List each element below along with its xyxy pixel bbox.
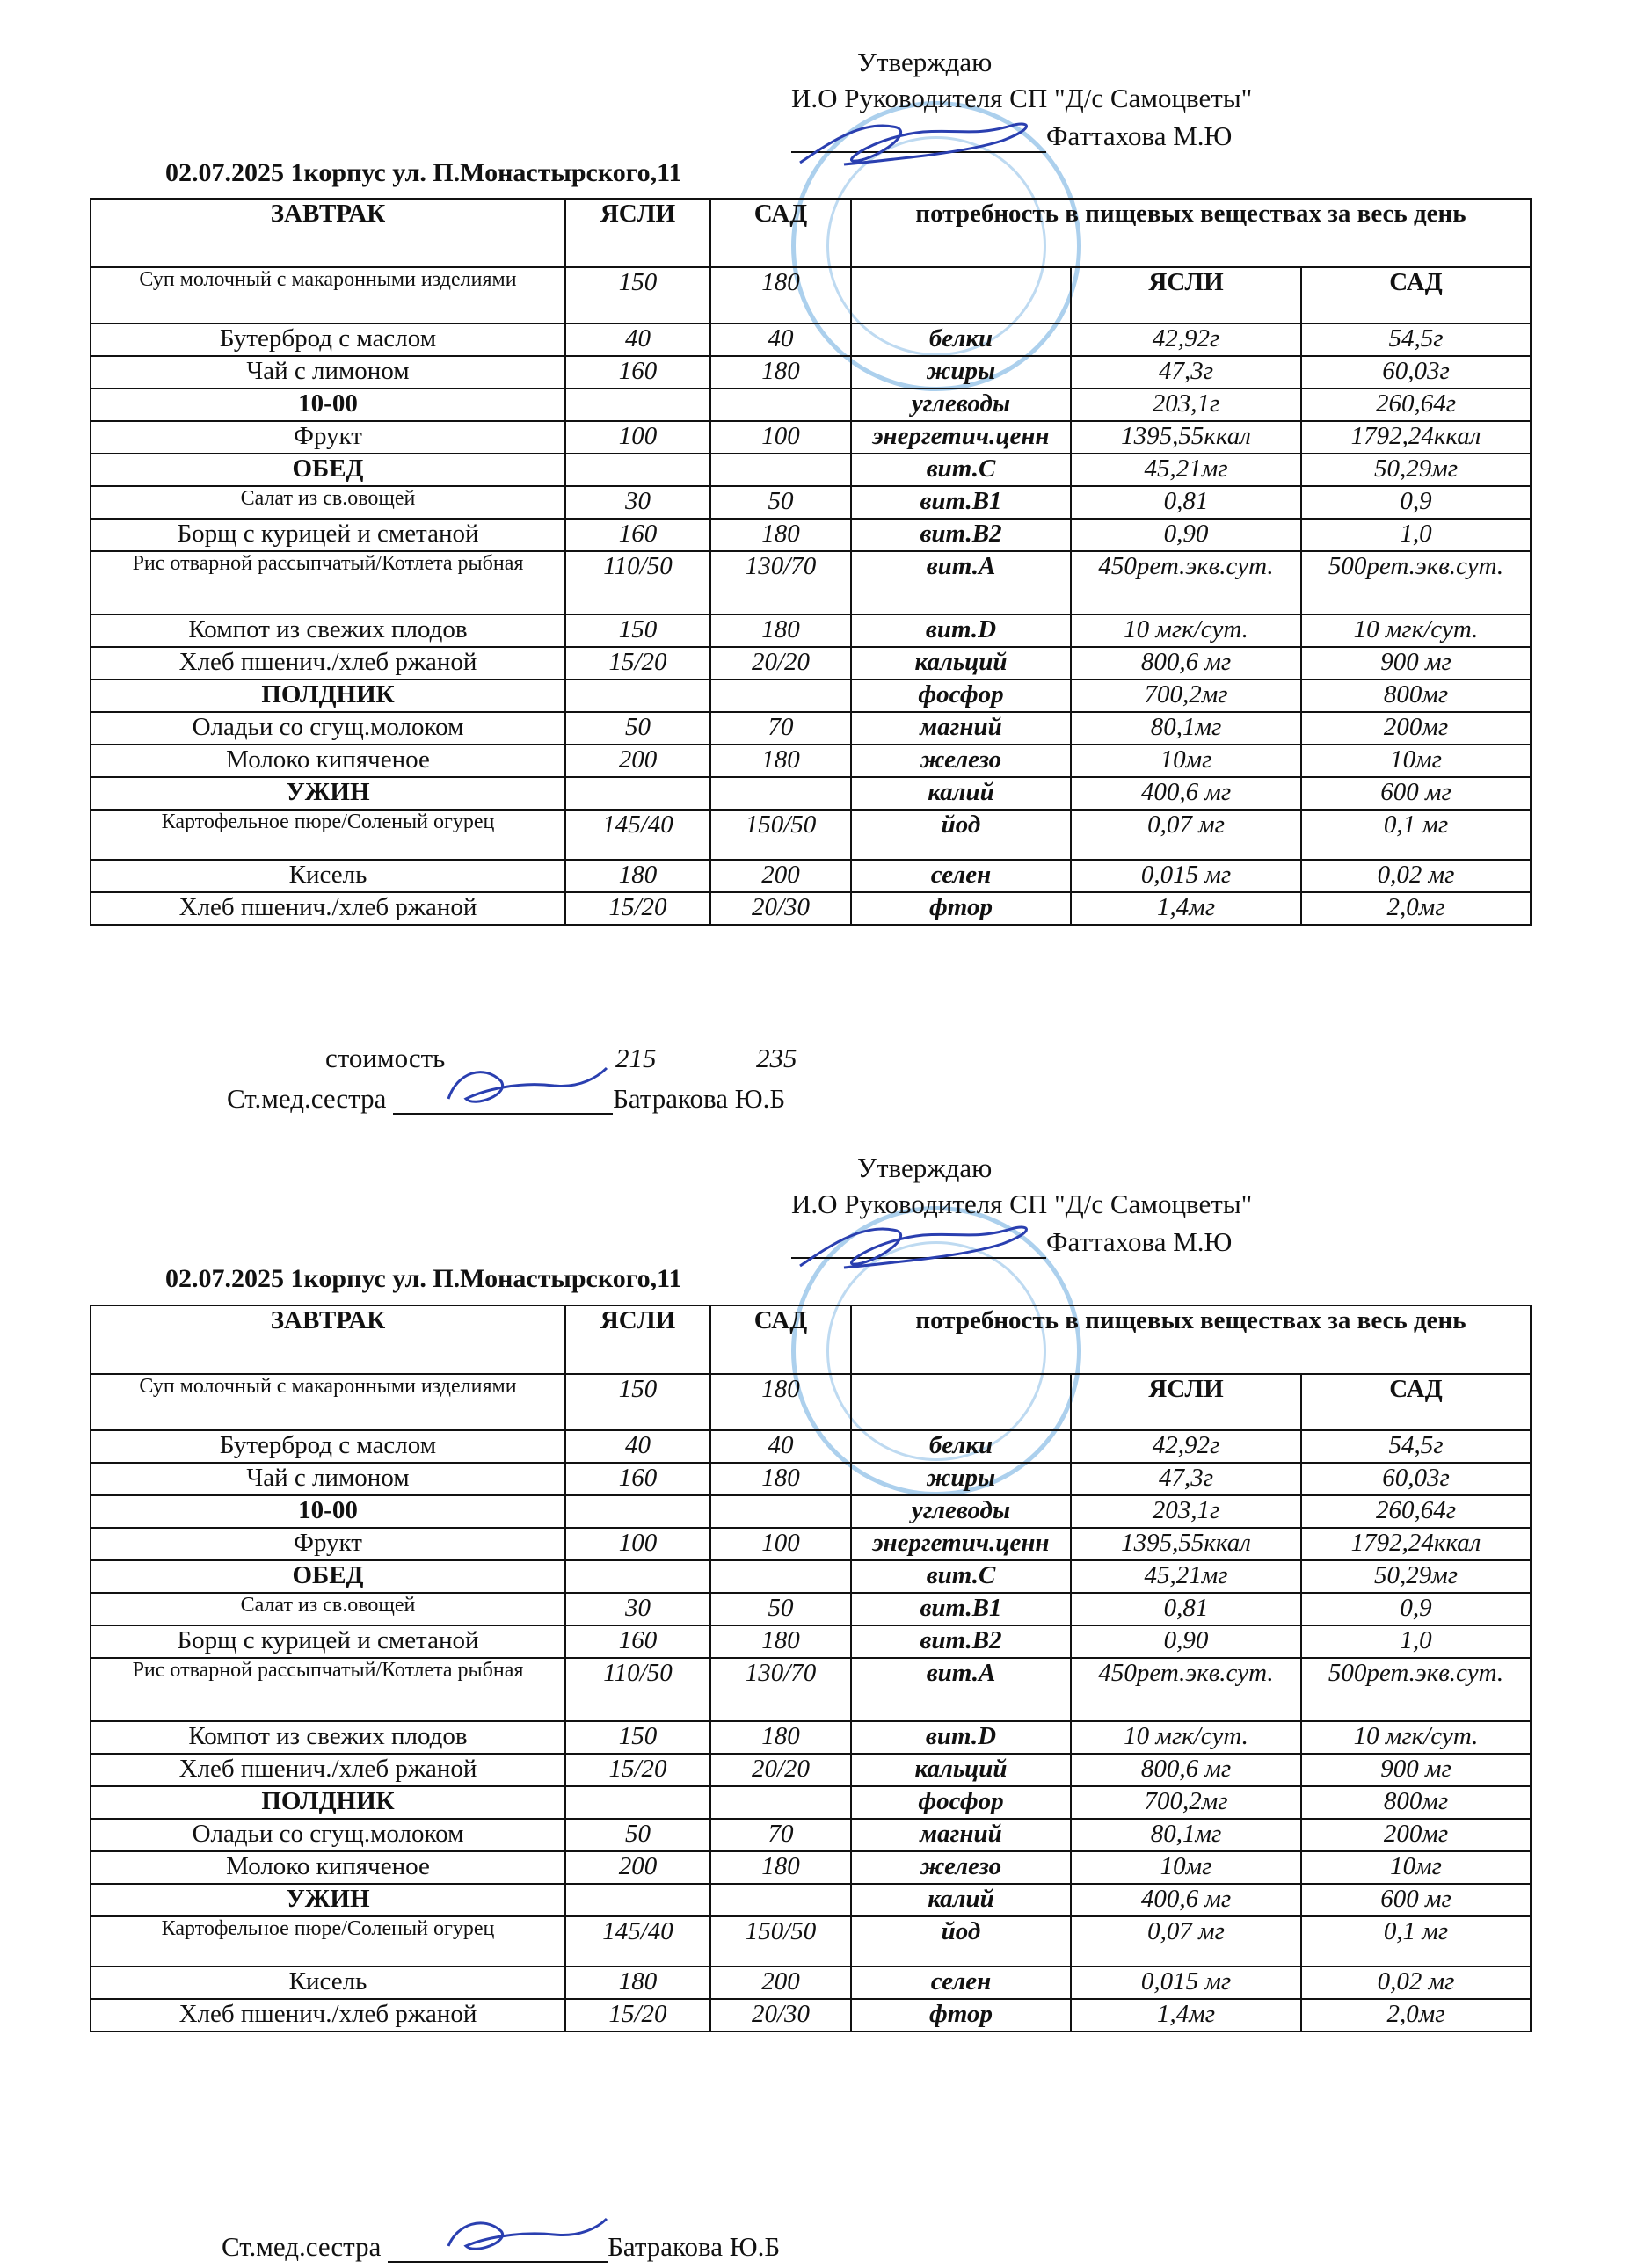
- nutrient-nursery: 0,015 мг: [1071, 1966, 1301, 1999]
- nutrient-name: йод: [851, 810, 1071, 860]
- portion-nursery: 180: [565, 860, 710, 892]
- nutrient-name: кальций: [851, 1754, 1071, 1786]
- table-row: [91, 745, 1531, 777]
- table-row: [91, 1786, 1531, 1819]
- nutrient-garden: 800мг: [1301, 1786, 1531, 1819]
- nutrient-garden: 10мг: [1301, 1851, 1531, 1884]
- nutrient-garden: 60,03г: [1301, 356, 1531, 389]
- table-row: [91, 1495, 1531, 1528]
- nutrient-garden: 10 мгк/сут.: [1301, 614, 1531, 647]
- portion-nursery: 30: [565, 486, 710, 519]
- portion-nursery: 160: [565, 356, 710, 389]
- nutrient-nursery: 800,6 мг: [1071, 1754, 1301, 1786]
- portion-garden: 180: [710, 1625, 851, 1658]
- nutrient-name: вит.С: [851, 454, 1071, 486]
- needs-garden-header: САД: [1301, 1374, 1531, 1430]
- portion-nursery: 30: [565, 1593, 710, 1625]
- portion-nursery: [565, 389, 710, 421]
- cost-nursery: 215: [615, 1043, 657, 1073]
- table-row: [91, 712, 1531, 745]
- nutrient-name: углеводы: [851, 1495, 1071, 1528]
- portion-nursery: 160: [565, 1463, 710, 1495]
- portion-nursery: 110/50: [565, 551, 710, 614]
- portion-nursery: 200: [565, 1851, 710, 1884]
- menu-table: [90, 198, 1532, 926]
- dish-name: Хлеб пшенич./хлеб ржаной: [91, 1754, 565, 1786]
- portion-garden: 40: [710, 323, 851, 356]
- header-garden: САД: [710, 199, 851, 267]
- table-row: [91, 614, 1531, 647]
- nurse-label: Ст.мед.сестра: [222, 2231, 382, 2262]
- nutrient-nursery: 203,1г: [1071, 389, 1301, 421]
- dish-name: 10-00: [91, 1495, 565, 1528]
- nurse-label: Ст.мед.сестра: [227, 1083, 387, 1114]
- nutrient-name: железо: [851, 1851, 1071, 1884]
- nutrient-name: кальций: [851, 647, 1071, 680]
- dish-name: 10-00: [91, 389, 565, 421]
- menu-table-body: [91, 199, 1531, 925]
- portion-garden: 20/20: [710, 647, 851, 680]
- portion-garden: [710, 389, 851, 421]
- nutrient-nursery: 0,07 мг: [1071, 810, 1301, 860]
- nutrient-name: жиры: [851, 1463, 1071, 1495]
- header-meal: ЗАВТРАК: [91, 1305, 565, 1374]
- nutrient-name: вит.В2: [851, 519, 1071, 551]
- header-nursery: ЯСЛИ: [565, 199, 710, 267]
- table-row: [91, 1851, 1531, 1884]
- dish-name: Хлеб пшенич./хлеб ржаной: [91, 1999, 565, 2032]
- portion-nursery: 200: [565, 745, 710, 777]
- header-meal: ЗАВТРАК: [91, 199, 565, 267]
- nutrient-name: жиры: [851, 356, 1071, 389]
- table-row: [91, 519, 1531, 551]
- needs-garden-header: САД: [1301, 267, 1531, 323]
- nutrient-blank: [851, 267, 1071, 323]
- nutrient-garden: 0,9: [1301, 486, 1531, 519]
- nutrient-nursery: 45,21мг: [1071, 1560, 1301, 1593]
- nutrient-name: энергетич.ценн: [851, 421, 1071, 454]
- table-row: [91, 486, 1531, 519]
- portion-nursery: [565, 1884, 710, 1916]
- portion-garden: [710, 1495, 851, 1528]
- approve-label: Утверждаю: [857, 47, 993, 77]
- nutrient-name: вит.D: [851, 614, 1071, 647]
- nutrient-garden: 50,29мг: [1301, 454, 1531, 486]
- dish-name: Суп молочный с макаронными изделиями: [91, 267, 565, 323]
- nutrient-nursery: 47,3г: [1071, 1463, 1301, 1495]
- portion-nursery: 150: [565, 1721, 710, 1754]
- approver-name: Фаттахова М.Ю: [1046, 120, 1233, 151]
- nutrient-name: йод: [851, 1916, 1071, 1966]
- nutrient-name: фтор: [851, 1999, 1071, 2032]
- nutrient-name: белки: [851, 1430, 1071, 1463]
- dish-name: Борщ с курицей и сметаной: [91, 519, 565, 551]
- nutrient-nursery: 450рет.экв.сут.: [1071, 551, 1301, 614]
- nutrient-nursery: 0,015 мг: [1071, 860, 1301, 892]
- header-garden: САД: [710, 1305, 851, 1374]
- portion-garden: 100: [710, 1528, 851, 1560]
- nutrient-garden: 54,5г: [1301, 323, 1531, 356]
- table-row: [91, 810, 1531, 860]
- portion-nursery: 100: [565, 421, 710, 454]
- portion-garden: 50: [710, 486, 851, 519]
- table-row: [91, 680, 1531, 712]
- portion-garden: 130/70: [710, 1658, 851, 1721]
- nutrient-blank: [851, 1374, 1071, 1430]
- portion-nursery: 160: [565, 1625, 710, 1658]
- nutrient-garden: 600 мг: [1301, 1884, 1531, 1916]
- nutrient-name: белки: [851, 323, 1071, 356]
- header-row: [91, 1305, 1531, 1374]
- table-row: [91, 860, 1531, 892]
- dish-name: Оладьи со сгущ.молоком: [91, 712, 565, 745]
- portion-garden: [710, 1884, 851, 1916]
- needs-nursery-header: ЯСЛИ: [1071, 1374, 1301, 1430]
- dish-name: Хлеб пшенич./хлеб ржаной: [91, 892, 565, 925]
- nurse-name: Батракова Ю.Б: [608, 2231, 781, 2262]
- table-row: [91, 1999, 1531, 2032]
- dish-name: Компот из свежих плодов: [91, 1721, 565, 1754]
- menu-table: [90, 1305, 1532, 2032]
- portion-garden: 130/70: [710, 551, 851, 614]
- dish-name: Чай с лимоном: [91, 1463, 565, 1495]
- dish-name: Рис отварной рассыпчатый/Котлета рыбная: [91, 551, 565, 614]
- nutrient-garden: 1,0: [1301, 1625, 1531, 1658]
- dish-name: УЖИН: [91, 777, 565, 810]
- portion-nursery: [565, 1495, 710, 1528]
- approve-position: И.О Руководителя СП "Д/с Самоцветы": [791, 1189, 1253, 1219]
- table-row: [91, 892, 1531, 925]
- nutrient-garden: 800мг: [1301, 680, 1531, 712]
- document-title: 02.07.2025 1корпус ул. П.Монастырского,11: [165, 158, 682, 187]
- dish-name: Хлеб пшенич./хлеб ржаной: [91, 647, 565, 680]
- table-row: [91, 1884, 1531, 1916]
- portion-garden: [710, 777, 851, 810]
- portion-garden: [710, 680, 851, 712]
- portion-nursery: 145/40: [565, 810, 710, 860]
- portion-garden: 40: [710, 1430, 851, 1463]
- nutrient-nursery: 10 мгк/сут.: [1071, 1721, 1301, 1754]
- portion-nursery: 160: [565, 519, 710, 551]
- dish-name: Салат из св.овощей: [91, 1593, 565, 1625]
- table-row: [91, 421, 1531, 454]
- nutrient-garden: 10 мгк/сут.: [1301, 1721, 1531, 1754]
- portion-nursery: 150: [565, 1374, 710, 1430]
- header-needs: потребность в пищевых веществах за весь день: [851, 1305, 1531, 1374]
- table-row: [91, 1819, 1531, 1851]
- portion-garden: 150/50: [710, 1916, 851, 1966]
- nutrient-nursery: 400,6 мг: [1071, 777, 1301, 810]
- portion-garden: [710, 1786, 851, 1819]
- table-row: [91, 1916, 1531, 1966]
- nutrient-nursery: 10мг: [1071, 745, 1301, 777]
- dish-name: Молоко кипяченое: [91, 1851, 565, 1884]
- nutrient-nursery: 1,4мг: [1071, 1999, 1301, 2032]
- dish-name: Бутерброд с маслом: [91, 1430, 565, 1463]
- cost-label: стоимость: [325, 1043, 446, 1073]
- approve-position: И.О Руководителя СП "Д/с Самоцветы": [791, 83, 1253, 113]
- dish-name: Картофельное пюре/Соленый огурец: [91, 810, 565, 860]
- document-title: 02.07.2025 1корпус ул. П.Монастырского,11: [165, 1264, 682, 1293]
- portion-garden: 20/30: [710, 1999, 851, 2032]
- nurse-signature: [431, 2206, 624, 2268]
- nutrient-nursery: 47,3г: [1071, 356, 1301, 389]
- nutrient-name: фтор: [851, 892, 1071, 925]
- nutrient-nursery: 1395,55ккал: [1071, 1528, 1301, 1560]
- nutrient-nursery: 80,1мг: [1071, 1819, 1301, 1851]
- header-row: [91, 199, 1531, 267]
- portion-nursery: 110/50: [565, 1658, 710, 1721]
- nutrient-garden: 2,0мг: [1301, 1999, 1531, 2032]
- nutrient-name: магний: [851, 712, 1071, 745]
- portion-nursery: 15/20: [565, 647, 710, 680]
- nutrient-nursery: 1395,55ккал: [1071, 421, 1301, 454]
- table-row: [91, 323, 1531, 356]
- nutrient-name: вит.С: [851, 1560, 1071, 1593]
- portion-nursery: 15/20: [565, 892, 710, 925]
- nutrient-name: вит.В2: [851, 1625, 1071, 1658]
- portion-nursery: 150: [565, 267, 710, 323]
- portion-garden: 180: [710, 356, 851, 389]
- portion-nursery: 150: [565, 614, 710, 647]
- portion-nursery: [565, 454, 710, 486]
- table-row: [91, 1754, 1531, 1786]
- nutrient-nursery: 42,92г: [1071, 1430, 1301, 1463]
- portion-nursery: 15/20: [565, 1754, 710, 1786]
- nutrient-nursery: 400,6 мг: [1071, 1884, 1301, 1916]
- nutrient-nursery: 800,6 мг: [1071, 647, 1301, 680]
- table-row: [91, 1966, 1531, 1999]
- portion-nursery: 145/40: [565, 1916, 710, 1966]
- portion-garden: 180: [710, 519, 851, 551]
- cost-row: [325, 1043, 445, 1074]
- portion-garden: 200: [710, 860, 851, 892]
- portion-garden: 20/30: [710, 892, 851, 925]
- nutrient-name: калий: [851, 1884, 1071, 1916]
- portion-nursery: 40: [565, 1430, 710, 1463]
- nutrient-name: магний: [851, 1819, 1071, 1851]
- nutrient-nursery: 0,81: [1071, 1593, 1301, 1625]
- portion-garden: 50: [710, 1593, 851, 1625]
- nutrient-garden: 260,64г: [1301, 1495, 1531, 1528]
- nutrient-name: вит.D: [851, 1721, 1071, 1754]
- portion-garden: 180: [710, 745, 851, 777]
- portion-garden: 70: [710, 1819, 851, 1851]
- dish-name: ОБЕД: [91, 1560, 565, 1593]
- nutrient-nursery: 0,07 мг: [1071, 1916, 1301, 1966]
- nutrient-garden: 0,02 мг: [1301, 1966, 1531, 1999]
- nutrient-garden: 0,9: [1301, 1593, 1531, 1625]
- nutrient-nursery: 10 мгк/сут.: [1071, 614, 1301, 647]
- header-nursery: ЯСЛИ: [565, 1305, 710, 1374]
- nutrient-garden: 1792,24ккал: [1301, 421, 1531, 454]
- portion-garden: 200: [710, 1966, 851, 1999]
- nutrient-nursery: 10мг: [1071, 1851, 1301, 1884]
- nutrient-garden: 500рет.экв.сут.: [1301, 1658, 1531, 1721]
- dish-name: Суп молочный с макаронными изделиями: [91, 1374, 565, 1430]
- dish-name: Кисель: [91, 860, 565, 892]
- portion-garden: 180: [710, 1721, 851, 1754]
- nutrient-garden: 50,29мг: [1301, 1560, 1531, 1593]
- table-row: [91, 1374, 1531, 1430]
- nutrient-nursery: 42,92г: [1071, 323, 1301, 356]
- dish-name: Фрукт: [91, 421, 565, 454]
- nutrient-nursery: 203,1г: [1071, 1495, 1301, 1528]
- table-row: [91, 1560, 1531, 1593]
- nutrient-nursery: 1,4мг: [1071, 892, 1301, 925]
- dish-name: Борщ с курицей и сметаной: [91, 1625, 565, 1658]
- nutrient-garden: 0,1 мг: [1301, 810, 1531, 860]
- nutrient-garden: 2,0мг: [1301, 892, 1531, 925]
- table-row: [91, 454, 1531, 486]
- table-row: [91, 267, 1531, 323]
- nutrient-name: фосфор: [851, 680, 1071, 712]
- director-signature: [791, 110, 1055, 180]
- portion-garden: 20/20: [710, 1754, 851, 1786]
- nutrient-name: вит.В1: [851, 486, 1071, 519]
- nutrient-name: железо: [851, 745, 1071, 777]
- nutrient-name: селен: [851, 860, 1071, 892]
- portion-garden: 150/50: [710, 810, 851, 860]
- table-row: [91, 1463, 1531, 1495]
- nutrient-name: селен: [851, 1966, 1071, 1999]
- nutrient-garden: 200мг: [1301, 712, 1531, 745]
- nutrient-garden: 1,0: [1301, 519, 1531, 551]
- dish-name: Салат из св.овощей: [91, 486, 565, 519]
- table-row: [91, 777, 1531, 810]
- dish-name: ПОЛДНИК: [91, 1786, 565, 1819]
- table-row: [91, 1593, 1531, 1625]
- nurse-signature: [431, 1055, 624, 1125]
- nutrient-garden: 0,02 мг: [1301, 860, 1531, 892]
- nutrient-garden: 900 мг: [1301, 647, 1531, 680]
- needs-nursery-header: ЯСЛИ: [1071, 267, 1301, 323]
- portion-nursery: 100: [565, 1528, 710, 1560]
- portion-nursery: 50: [565, 712, 710, 745]
- nutrient-nursery: 700,2мг: [1071, 1786, 1301, 1819]
- table-row: [91, 1528, 1531, 1560]
- portion-garden: 100: [710, 421, 851, 454]
- portion-garden: 180: [710, 267, 851, 323]
- nutrient-name: углеводы: [851, 389, 1071, 421]
- table-row: [91, 1721, 1531, 1754]
- dish-name: ПОЛДНИК: [91, 680, 565, 712]
- approve-label: Утверждаю: [857, 1152, 993, 1183]
- portion-nursery: [565, 1560, 710, 1593]
- portion-nursery: 40: [565, 323, 710, 356]
- cost-garden: 235: [756, 1043, 797, 1073]
- nutrient-nursery: 45,21мг: [1071, 454, 1301, 486]
- table-row: [91, 551, 1531, 614]
- nutrient-name: калий: [851, 777, 1071, 810]
- nutrient-nursery: 0,90: [1071, 1625, 1301, 1658]
- nutrient-name: энергетич.ценн: [851, 1528, 1071, 1560]
- nutrient-garden: 200мг: [1301, 1819, 1531, 1851]
- table-row: [91, 647, 1531, 680]
- dish-name: Молоко кипяченое: [91, 745, 565, 777]
- portion-nursery: [565, 1786, 710, 1819]
- table-row: [91, 1430, 1531, 1463]
- nutrient-garden: 600 мг: [1301, 777, 1531, 810]
- header-needs: потребность в пищевых веществах за весь день: [851, 199, 1531, 267]
- portion-nursery: [565, 680, 710, 712]
- nutrient-garden: 60,03г: [1301, 1463, 1531, 1495]
- nurse-name: Батракова Ю.Б: [613, 1083, 786, 1114]
- dish-name: ОБЕД: [91, 454, 565, 486]
- nutrient-garden: 0,1 мг: [1301, 1916, 1531, 1966]
- nutrient-nursery: 450рет.экв.сут.: [1071, 1658, 1301, 1721]
- nutrient-name: вит.А: [851, 551, 1071, 614]
- nutrient-garden: 260,64г: [1301, 389, 1531, 421]
- portion-garden: 180: [710, 614, 851, 647]
- nutrient-nursery: 0,81: [1071, 486, 1301, 519]
- dish-name: Рис отварной рассыпчатый/Котлета рыбная: [91, 1658, 565, 1721]
- table-row: [91, 389, 1531, 421]
- director-signature: [791, 1213, 1055, 1283]
- portion-nursery: 180: [565, 1966, 710, 1999]
- table-row: [91, 1658, 1531, 1721]
- table-row: [91, 1625, 1531, 1658]
- dish-name: Оладьи со сгущ.молоком: [91, 1819, 565, 1851]
- portion-garden: [710, 454, 851, 486]
- nutrient-name: фосфор: [851, 1786, 1071, 1819]
- menu-table-body: [91, 1305, 1531, 2032]
- dish-name: Чай с лимоном: [91, 356, 565, 389]
- nutrient-garden: 500рет.экв.сут.: [1301, 551, 1531, 614]
- portion-garden: 180: [710, 1374, 851, 1430]
- nutrient-garden: 54,5г: [1301, 1430, 1531, 1463]
- nutrient-garden: 900 мг: [1301, 1754, 1531, 1786]
- table-row: [91, 356, 1531, 389]
- nutrient-garden: 1792,24ккал: [1301, 1528, 1531, 1560]
- dish-name: Картофельное пюре/Соленый огурец: [91, 1916, 565, 1966]
- portion-nursery: 15/20: [565, 1999, 710, 2032]
- dish-name: Бутерброд с маслом: [91, 323, 565, 356]
- dish-name: Компот из свежих плодов: [91, 614, 565, 647]
- dish-name: УЖИН: [91, 1884, 565, 1916]
- nutrient-nursery: 0,90: [1071, 519, 1301, 551]
- approver-name: Фаттахова М.Ю: [1046, 1226, 1233, 1257]
- nutrient-name: вит.А: [851, 1658, 1071, 1721]
- nutrient-garden: 10мг: [1301, 745, 1531, 777]
- portion-garden: 70: [710, 712, 851, 745]
- nutrient-name: вит.В1: [851, 1593, 1071, 1625]
- nutrient-nursery: 700,2мг: [1071, 680, 1301, 712]
- dish-name: Фрукт: [91, 1528, 565, 1560]
- nutrient-nursery: 80,1мг: [1071, 712, 1301, 745]
- portion-nursery: 50: [565, 1819, 710, 1851]
- portion-garden: 180: [710, 1463, 851, 1495]
- portion-nursery: [565, 777, 710, 810]
- dish-name: Кисель: [91, 1966, 565, 1999]
- portion-garden: [710, 1560, 851, 1593]
- portion-garden: 180: [710, 1851, 851, 1884]
